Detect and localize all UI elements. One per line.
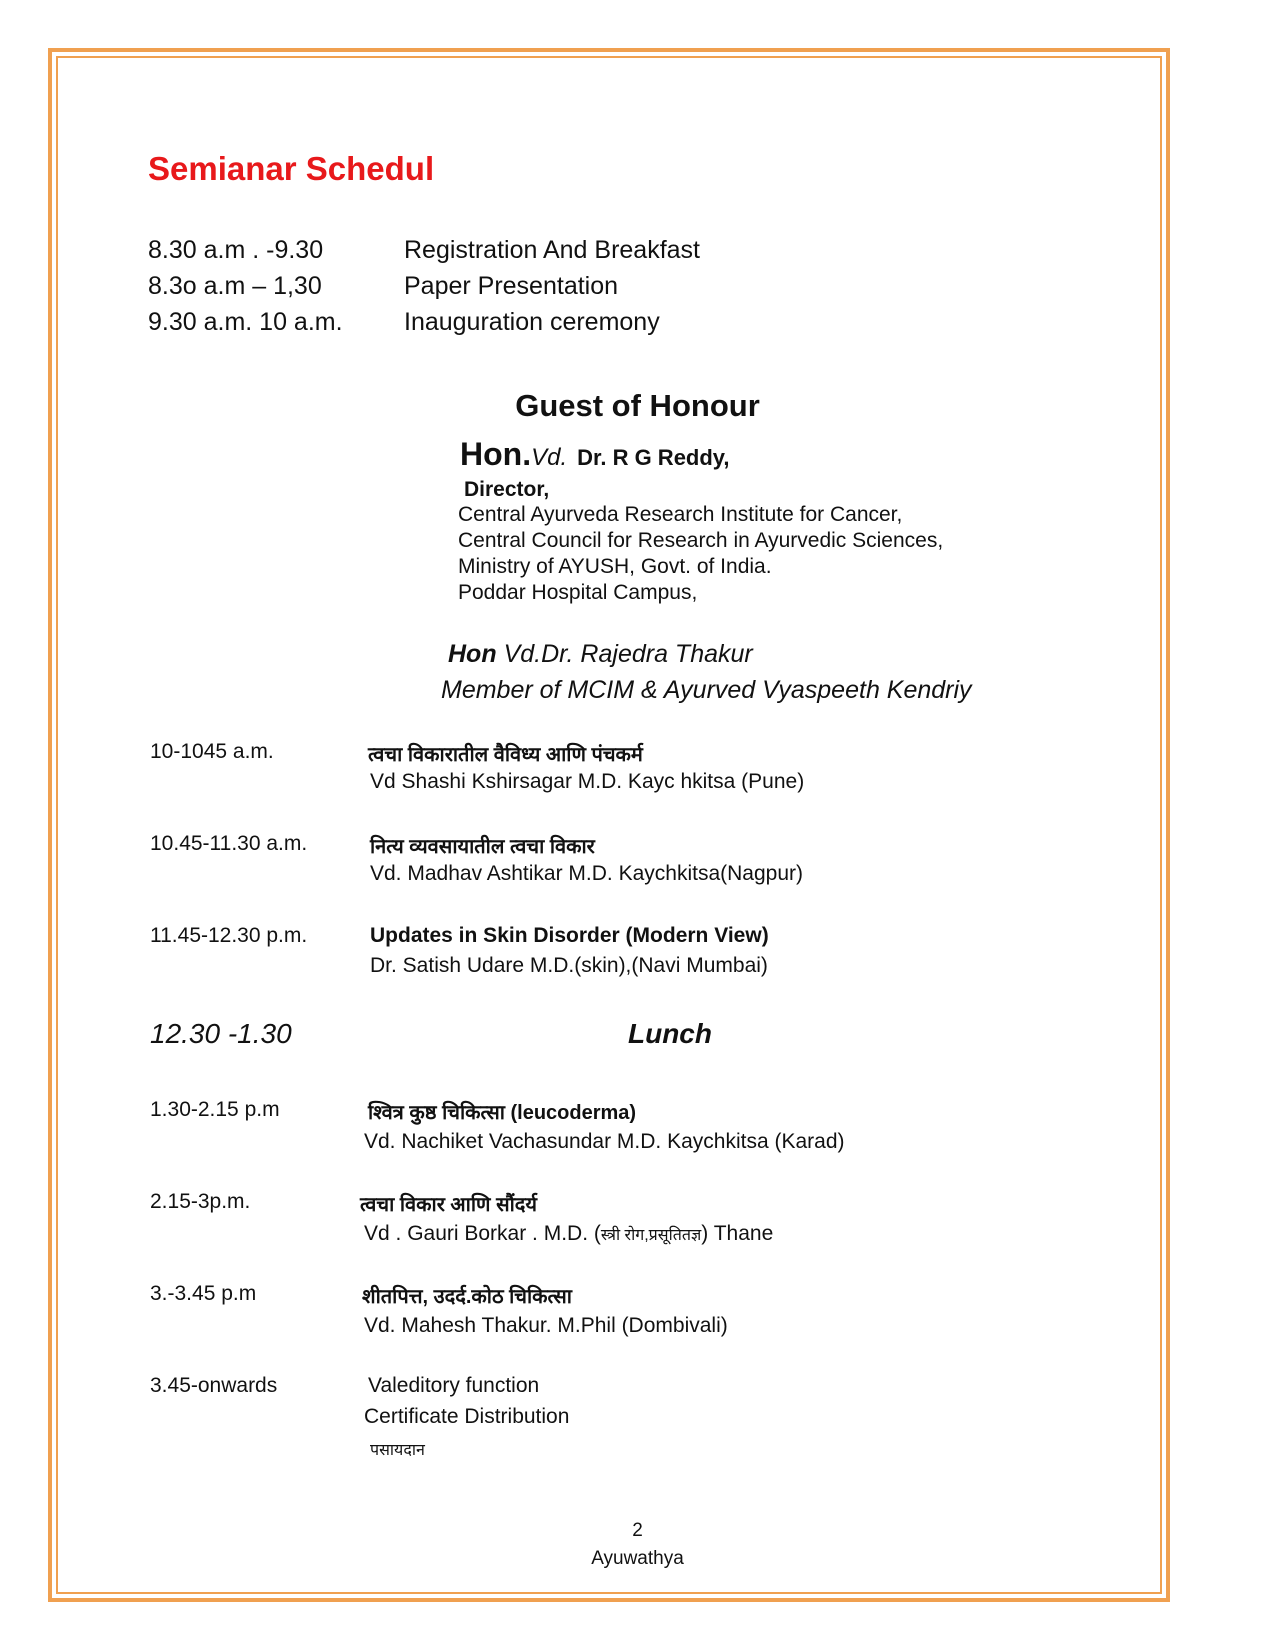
schedule-time: 9.30 a.m. 10 a.m.	[148, 308, 343, 336]
page-title: Semianar Schedul	[148, 150, 435, 187]
guest-heading: Guest of Honour	[515, 388, 760, 423]
hon-vd: Vd.	[531, 444, 568, 471]
second-guest-member: Member of MCIM & Ayurved Vyaspeeth Kendriy	[441, 676, 972, 704]
footer-name: Ayuwathya	[591, 1548, 684, 1569]
session-speaker: Vd. Madhav Ashtikar M.D. Kaychkitsa(Nagpur)	[370, 862, 804, 885]
schedule-event: Inauguration ceremony	[404, 308, 660, 336]
lunch-time: 12.30 -1.30	[150, 1018, 292, 1049]
closing-line: Valeditory function	[368, 1374, 540, 1397]
guest-name: Dr. R G Reddy,	[577, 445, 730, 470]
schedule-event: Paper Presentation	[404, 272, 619, 300]
session-topic: त्वचा विकारातील वैविध्य आणि पंचकर्म	[368, 744, 643, 766]
lunch-label: Lunch	[628, 1018, 712, 1049]
second-guest-line	[448, 640, 753, 669]
closing-line: पसायदान	[370, 1442, 425, 1459]
schedule-time: 8.30 a.m . -9.30	[148, 236, 324, 264]
session-speaker	[364, 1222, 773, 1246]
page-number: 2	[632, 1520, 643, 1541]
speaker-part: Vd . Gauri Borkar . M.D. (	[364, 1222, 601, 1245]
session-speaker: Vd. Nachiket Vachasundar M.D. Kaychkitsa (Karad)	[364, 1130, 845, 1153]
session-speaker: Vd. Mahesh Thakur. M.Phil (Dombivali)	[364, 1314, 728, 1337]
session-speaker: Vd Shashi Kshirsagar M.D. Kayc hkitsa (Pune)	[370, 770, 805, 793]
session-time: 2.15-3p.m.	[150, 1190, 251, 1213]
guest-role: Director,	[464, 478, 550, 501]
guest-address-line: Central Ayurveda Research Institute for Cancer,	[458, 503, 903, 526]
guest-address-line: Poddar Hospital Campus,	[458, 581, 698, 604]
session-topic: नित्य व्यवसायातील त्वचा विकार	[370, 836, 595, 858]
session-time: 1.30-2.15 p.m	[150, 1098, 280, 1121]
session-time: 11.45-12.30 p.m.	[150, 924, 308, 947]
guest-name-line	[460, 436, 730, 473]
session-time: 10-1045 a.m.	[150, 740, 274, 763]
hon-prefix: Hon.	[460, 436, 532, 472]
session-time: 3.-3.45 p.m	[150, 1282, 257, 1305]
session-speaker: Dr. Satish Udare M.D.(skin),(Navi Mumbai)	[370, 954, 768, 977]
closing-time: 3.45-onwards	[150, 1374, 278, 1397]
schedule-time: 8.3o a.m – 1,30	[148, 272, 322, 300]
session-time: 10.45-11.30 a.m.	[150, 832, 308, 855]
session-topic: Updates in Skin Disorder (Modern View)	[370, 924, 769, 947]
guest-address-line: Central Council for Research in Ayurvedic Sciences,	[458, 529, 944, 552]
guest-address-line: Ministry of AYUSH, Govt. of India.	[458, 555, 772, 578]
speaker-part: ) Thane	[701, 1222, 774, 1245]
speaker-part: स्त्री रोग,प्रसूतितज्ञ	[600, 1227, 702, 1244]
closing-line: Certificate Distribution	[364, 1405, 570, 1428]
session-topic: त्वचा विकार आणि सौंदर्य	[360, 1194, 537, 1216]
schedule-event: Registration And Breakfast	[404, 236, 700, 264]
second-hon-prefix: Hon	[448, 640, 497, 668]
second-guest-name: Vd.Dr. Rajedra Thakur	[503, 640, 753, 668]
session-topic: शीतपित्त, उदर्द.कोठ चिकित्सा	[362, 1286, 572, 1308]
session-topic: श्वित्र कुष्ठ चिकित्सा (leucoderma)	[368, 1102, 637, 1124]
